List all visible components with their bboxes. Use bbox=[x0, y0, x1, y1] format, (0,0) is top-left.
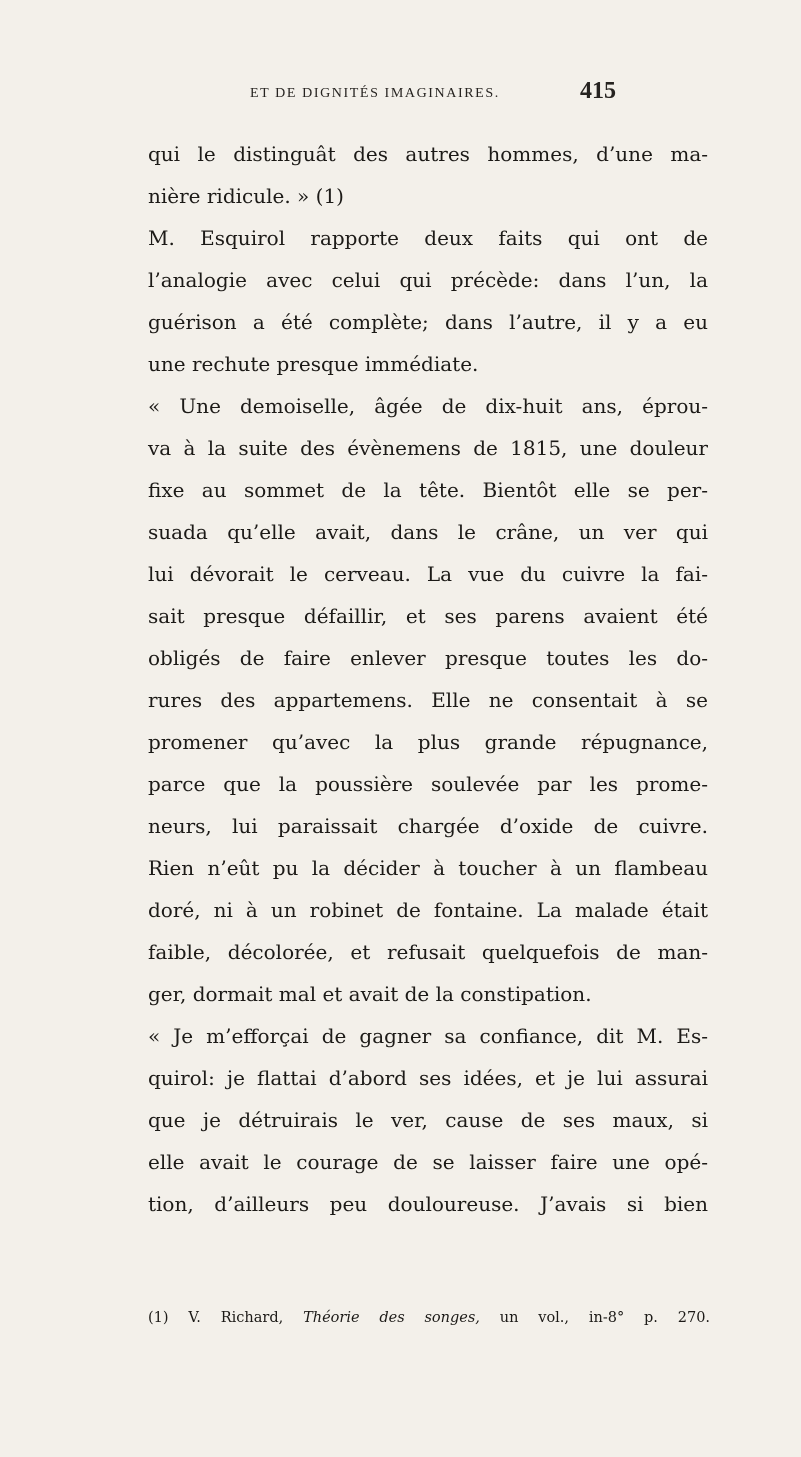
text-line: nière ridicule. » (1) bbox=[148, 184, 344, 208]
footnote-author: V. Richard, bbox=[188, 1310, 284, 1326]
text-line: faible, décolorée, et refusait quelquefois de man- bbox=[148, 940, 708, 964]
text-line: lui dévorait le cerveau. La vue du cuivre la fai- bbox=[148, 562, 708, 586]
text-line: promener qu’avec la plus grande répugnance, bbox=[148, 730, 708, 754]
text-line: Rien n’eût pu la décider à toucher à un flambeau bbox=[148, 856, 708, 880]
body-text bbox=[148, 133, 708, 1225]
text-line: quirol: je flattai d’abord ses idées, et je lui assurai bbox=[148, 1066, 708, 1090]
text-line: qui le distinguât des autres hommes, d’une ma- bbox=[148, 142, 708, 166]
text-line: « Une demoiselle, âgée de dix-huit ans, éprou- bbox=[148, 394, 708, 418]
text-line: l’analogie avec celui qui précède: dans l’un, la bbox=[148, 268, 708, 292]
text-line: que je détruirais le ver, cause de ses maux, si bbox=[148, 1108, 708, 1132]
text-line: va à la suite des évènemens de 1815, une douleur bbox=[148, 436, 708, 460]
text-line: fixe au sommet de la tête. Bientôt elle se per- bbox=[148, 478, 708, 502]
footnote bbox=[148, 1310, 710, 1326]
text-line: suada qu’elle avait, dans le crâne, un ver qui bbox=[148, 520, 708, 544]
text-line: tion, d’ailleurs peu douloureuse. J’avais si bien bbox=[148, 1192, 708, 1216]
running-head: ET DE DIGNITÉS IMAGINAIRES. bbox=[250, 86, 500, 101]
text-line: guérison a été complète; dans l’autre, il y a eu bbox=[148, 310, 708, 334]
text-line: M. Esquirol rapporte deux faits qui ont de bbox=[148, 226, 708, 250]
text-line: parce que la poussière soulevée par les prome- bbox=[148, 772, 708, 796]
text-line: ger, dormait mal et avait de la constipation. bbox=[148, 982, 592, 1006]
text-line: rures des appartemens. Elle ne consentait à se bbox=[148, 688, 708, 712]
text-line: obligés de faire enlever presque toutes les do- bbox=[148, 646, 708, 670]
footnote-marker: (1) bbox=[148, 1310, 169, 1326]
text-line: neurs, lui paraissait chargée d’oxide de cuivre. bbox=[148, 814, 708, 838]
text-line: « Je m’efforçai de gagner sa confiance, dit M. Es- bbox=[148, 1024, 708, 1048]
text-line: elle avait le courage de se laisser faire une opé- bbox=[148, 1150, 708, 1174]
text-line: une rechute presque immédiate. bbox=[148, 352, 479, 376]
footnote-details: un vol., in-8° p. 270. bbox=[499, 1310, 711, 1326]
text-line: sait presque défaillir, et ses parens avaient été bbox=[148, 604, 708, 628]
page-number: 415 bbox=[580, 78, 616, 104]
footnote-title: Théorie des songes, bbox=[303, 1310, 480, 1326]
text-line: doré, ni à un robinet de fontaine. La malade était bbox=[148, 898, 708, 922]
